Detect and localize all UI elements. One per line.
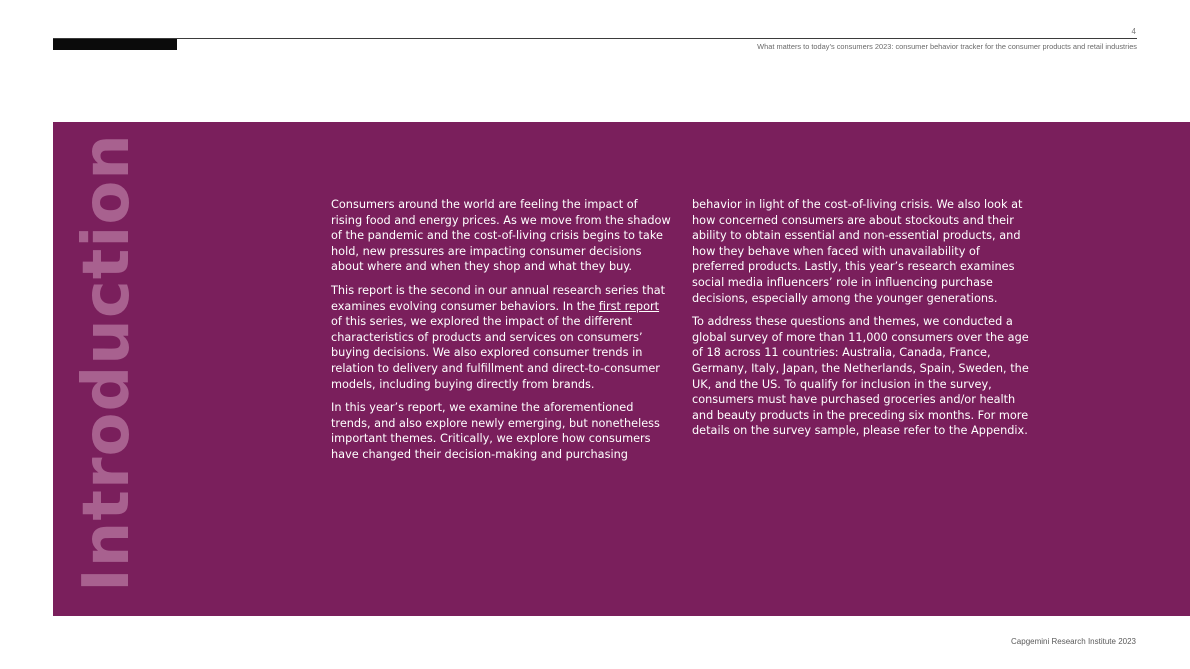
paragraph: behavior in light of the cost-of-living crisis. We also look at how concerned consumers are about stockouts and their ability to obtain essential and non-essential products, and how they behave when faced with unavailability of preferred products. Lastly, this year’s research examines social media influencers’ role in influencing purchase decisions, especially among the younger generations.: [692, 198, 1023, 305]
page-number: 4: [1131, 27, 1136, 36]
paragraph-text: of this series, we explored the impact of the different characteristics of products and services on consumers’ buying decisions. We also explored consumer trends in relation to delivery and fulfillment and direct-to-consumer models, including buying directly from brands.: [331, 315, 660, 391]
paragraph: In this year’s report, we examine the aforementioned trends, and also explore newly emerging, but nonetheless important themes. Critically, we explore how consumers have changed their decision-making and purchasing: [331, 401, 660, 461]
section-title: Introduction: [70, 133, 144, 592]
text-column-left: [331, 197, 671, 471]
paragraph: To address these questions and themes, we conducted a global survey of more than 11,000 consumers over the age of 18 across 11 countries: Australia, Canada, France, Germany, Italy, Japan, the Netherlands, Spain, Sweden, the UK, and the US. To qualify for inclusion in the survey, consumers must have purchased groceries and/or health and beauty products in the preceding six months. For more details on the survey sample, please refer to the Appendix.: [692, 315, 1029, 438]
report-title: What matters to today’s consumers 2023: consumer behavior tracker for the consumer products and retail industries: [757, 42, 1137, 51]
paragraph: [331, 283, 671, 392]
paragraph: Consumers around the world are feeling the impact of rising food and energy prices. As we move from the shadow of the pandemic and the cost-of-living crisis begins to take hold, new pressures are impacting consumer decisions about where and when they shop and what they buy.: [331, 198, 671, 274]
intro-panel: [53, 122, 1190, 616]
footer-credit: Capgemini Research Institute 2023: [1011, 637, 1136, 646]
first-report-link[interactable]: first report: [598, 299, 660, 313]
text-column-right: [692, 197, 1032, 447]
header-rule: [53, 38, 1137, 39]
paragraph-text: This report is the second in our annual research series that examines evolving consumer behaviors. In the: [331, 283, 666, 313]
header-accent-bar: [53, 39, 177, 50]
